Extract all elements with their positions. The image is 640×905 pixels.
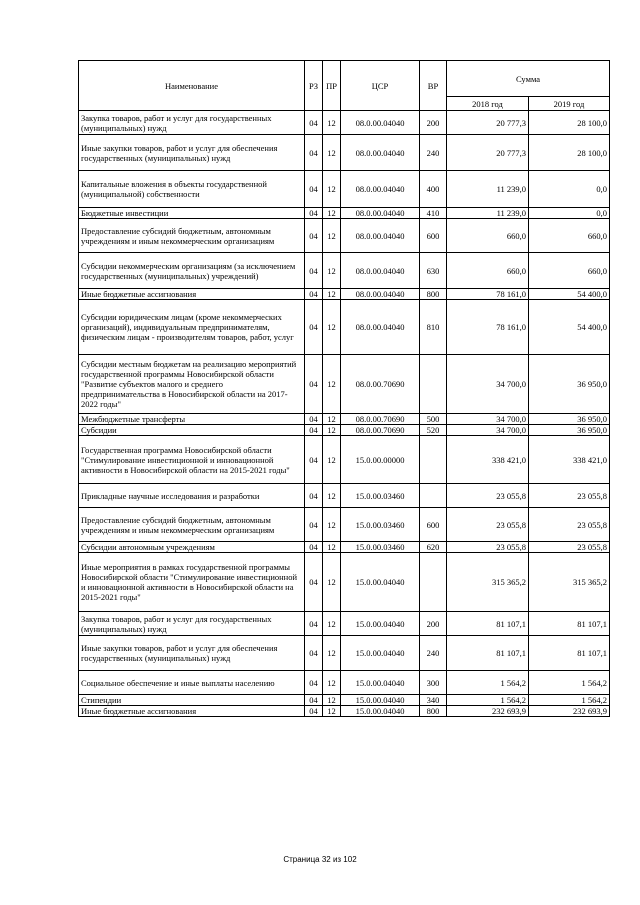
cell-name: Бюджетные инвестиции xyxy=(79,208,305,219)
cell-vr xyxy=(420,553,447,612)
cell-y2019: 28 100,0 xyxy=(529,135,610,171)
table-row xyxy=(79,253,610,289)
cell-pr: 12 xyxy=(323,484,341,508)
cell-csr: 15.0.00.04040 xyxy=(341,671,420,695)
cell-rz: 04 xyxy=(305,253,323,289)
cell-pr: 12 xyxy=(323,671,341,695)
cell-csr: 15.0.00.04040 xyxy=(341,612,420,636)
cell-rz: 04 xyxy=(305,542,323,553)
cell-vr: 400 xyxy=(420,171,447,208)
cell-rz: 04 xyxy=(305,484,323,508)
cell-y2019: 36 950,0 xyxy=(529,355,610,414)
cell-rz: 04 xyxy=(305,289,323,300)
header-csr: ЦСР xyxy=(341,61,420,111)
cell-vr xyxy=(420,436,447,484)
cell-pr: 12 xyxy=(323,508,341,542)
cell-rz: 04 xyxy=(305,355,323,414)
cell-pr: 12 xyxy=(323,425,341,436)
cell-y2018: 11 239,0 xyxy=(447,208,529,219)
cell-vr: 410 xyxy=(420,208,447,219)
cell-csr: 15.0.00.03460 xyxy=(341,484,420,508)
table-row xyxy=(79,508,610,542)
cell-pr: 12 xyxy=(323,414,341,425)
cell-vr: 800 xyxy=(420,289,447,300)
table-row xyxy=(79,208,610,219)
table-row xyxy=(79,425,610,436)
header-sum: Сумма xyxy=(447,61,610,97)
cell-rz: 04 xyxy=(305,612,323,636)
cell-pr: 12 xyxy=(323,706,341,717)
table-body xyxy=(79,111,610,717)
cell-y2019: 232 693,9 xyxy=(529,706,610,717)
cell-vr: 620 xyxy=(420,542,447,553)
cell-y2019: 23 055,8 xyxy=(529,542,610,553)
cell-csr: 08.0.00.70690 xyxy=(341,355,420,414)
cell-y2019: 0,0 xyxy=(529,171,610,208)
cell-name: Предоставление субсидий бюджетным, автономным учреждениям и иным некоммерческим организациям xyxy=(79,219,305,253)
cell-name: Стипендии xyxy=(79,695,305,706)
cell-csr: 15.0.00.04040 xyxy=(341,706,420,717)
cell-y2018: 11 239,0 xyxy=(447,171,529,208)
cell-csr: 08.0.00.04040 xyxy=(341,253,420,289)
cell-pr: 12 xyxy=(323,135,341,171)
cell-y2018: 20 777,3 xyxy=(447,135,529,171)
cell-vr: 200 xyxy=(420,111,447,135)
cell-y2019: 660,0 xyxy=(529,219,610,253)
cell-rz: 04 xyxy=(305,695,323,706)
cell-y2018: 81 107,1 xyxy=(447,636,529,671)
cell-y2019: 36 950,0 xyxy=(529,425,610,436)
header-name: Наименование xyxy=(79,61,305,111)
cell-vr: 240 xyxy=(420,636,447,671)
cell-pr: 12 xyxy=(323,253,341,289)
cell-csr: 15.0.00.00000 xyxy=(341,436,420,484)
cell-y2018: 23 055,8 xyxy=(447,508,529,542)
cell-csr: 08.0.00.04040 xyxy=(341,135,420,171)
cell-y2019: 81 107,1 xyxy=(529,612,610,636)
cell-pr: 12 xyxy=(323,111,341,135)
header-pr: ПР xyxy=(323,61,341,111)
cell-pr: 12 xyxy=(323,219,341,253)
cell-rz: 04 xyxy=(305,111,323,135)
cell-y2018: 660,0 xyxy=(447,219,529,253)
header-vr: ВР xyxy=(420,61,447,111)
cell-name: Социальное обеспечение и иные выплаты населению xyxy=(79,671,305,695)
cell-name: Субсидии местным бюджетам на реализацию мероприятий государственной программы Новосибирской области "Развитие субъектов малого и среднего предпринимательства в Новосибирской области на 2017-2022 годы" xyxy=(79,355,305,414)
cell-csr: 08.0.00.70690 xyxy=(341,414,420,425)
cell-vr: 520 xyxy=(420,425,447,436)
cell-y2018: 34 700,0 xyxy=(447,355,529,414)
table-row xyxy=(79,300,610,355)
cell-name: Субсидии некоммерческим организациям (за исключением государственных (муниципальных) учреждений) xyxy=(79,253,305,289)
cell-vr: 200 xyxy=(420,612,447,636)
table-row xyxy=(79,612,610,636)
cell-rz: 04 xyxy=(305,219,323,253)
table-row xyxy=(79,355,610,414)
cell-vr: 630 xyxy=(420,253,447,289)
table-row xyxy=(79,542,610,553)
cell-rz: 04 xyxy=(305,508,323,542)
cell-pr: 12 xyxy=(323,171,341,208)
cell-pr: 12 xyxy=(323,289,341,300)
cell-rz: 04 xyxy=(305,553,323,612)
cell-y2019: 1 564,2 xyxy=(529,695,610,706)
cell-csr: 08.0.00.04040 xyxy=(341,111,420,135)
header-year-2019: 2019 год xyxy=(529,97,610,111)
table-row xyxy=(79,219,610,253)
table-row xyxy=(79,111,610,135)
cell-y2019: 1 564,2 xyxy=(529,671,610,695)
cell-name: Прикладные научные исследования и разработки xyxy=(79,484,305,508)
table-row xyxy=(79,484,610,508)
cell-y2019: 23 055,8 xyxy=(529,508,610,542)
cell-y2018: 232 693,9 xyxy=(447,706,529,717)
cell-vr: 600 xyxy=(420,219,447,253)
cell-y2018: 23 055,8 xyxy=(447,542,529,553)
cell-rz: 04 xyxy=(305,300,323,355)
cell-y2019: 660,0 xyxy=(529,253,610,289)
cell-y2018: 78 161,0 xyxy=(447,300,529,355)
cell-csr: 08.0.00.04040 xyxy=(341,300,420,355)
cell-y2018: 338 421,0 xyxy=(447,436,529,484)
cell-y2018: 78 161,0 xyxy=(447,289,529,300)
cell-name: Субсидии автономным учреждениям xyxy=(79,542,305,553)
cell-csr: 08.0.00.04040 xyxy=(341,171,420,208)
cell-name: Иные бюджетные ассигнования xyxy=(79,706,305,717)
cell-rz: 04 xyxy=(305,425,323,436)
cell-rz: 04 xyxy=(305,706,323,717)
cell-name: Иные закупки товаров, работ и услуг для обеспечения государственных (муниципальных) нужд xyxy=(79,135,305,171)
cell-name: Субсидии юридическим лицам (кроме некоммерческих организаций), индивидуальным предпринимателям, физическим лицам - производителям товаров, работ, услуг xyxy=(79,300,305,355)
cell-rz: 04 xyxy=(305,636,323,671)
cell-name: Иные бюджетные ассигнования xyxy=(79,289,305,300)
cell-name: Иные закупки товаров, работ и услуг для обеспечения государственных (муниципальных) нужд xyxy=(79,636,305,671)
table-row xyxy=(79,289,610,300)
cell-pr: 12 xyxy=(323,612,341,636)
page-number: Страница 32 из 102 xyxy=(283,855,357,864)
cell-name: Иные мероприятия в рамках государственной программы Новосибирской области "Стимулирование инвестиционной и инновационной активности в Новосибирской области на 2015-2021 годы" xyxy=(79,553,305,612)
table-row xyxy=(79,636,610,671)
cell-name: Межбюджетные трансферты xyxy=(79,414,305,425)
cell-y2019: 23 055,8 xyxy=(529,484,610,508)
cell-y2019: 0,0 xyxy=(529,208,610,219)
table-row xyxy=(79,171,610,208)
cell-pr: 12 xyxy=(323,636,341,671)
cell-pr: 12 xyxy=(323,355,341,414)
cell-csr: 08.0.00.04040 xyxy=(341,219,420,253)
cell-vr: 500 xyxy=(420,414,447,425)
cell-name: Предоставление субсидий бюджетным, автономным учреждениям и иным некоммерческим организациям xyxy=(79,508,305,542)
table-row xyxy=(79,436,610,484)
cell-name: Государственная программа Новосибирской области "Стимулирование инвестиционной и инновационной активности в Новосибирской области на 2015-2021 годы" xyxy=(79,436,305,484)
cell-vr: 600 xyxy=(420,508,447,542)
cell-rz: 04 xyxy=(305,436,323,484)
cell-pr: 12 xyxy=(323,436,341,484)
cell-y2019: 28 100,0 xyxy=(529,111,610,135)
cell-rz: 04 xyxy=(305,208,323,219)
cell-y2018: 20 777,3 xyxy=(447,111,529,135)
cell-y2018: 315 365,2 xyxy=(447,553,529,612)
cell-vr: 240 xyxy=(420,135,447,171)
cell-vr: 810 xyxy=(420,300,447,355)
cell-vr: 300 xyxy=(420,671,447,695)
cell-y2019: 54 400,0 xyxy=(529,289,610,300)
cell-csr: 15.0.00.04040 xyxy=(341,695,420,706)
table-row xyxy=(79,671,610,695)
cell-csr: 08.0.00.04040 xyxy=(341,208,420,219)
cell-csr: 08.0.00.04040 xyxy=(341,289,420,300)
header-rz: РЗ xyxy=(305,61,323,111)
cell-pr: 12 xyxy=(323,208,341,219)
cell-csr: 15.0.00.03460 xyxy=(341,542,420,553)
cell-y2019: 54 400,0 xyxy=(529,300,610,355)
cell-y2018: 34 700,0 xyxy=(447,414,529,425)
cell-y2018: 23 055,8 xyxy=(447,484,529,508)
cell-y2018: 81 107,1 xyxy=(447,612,529,636)
cell-name: Субсидии xyxy=(79,425,305,436)
cell-vr xyxy=(420,355,447,414)
cell-y2019: 338 421,0 xyxy=(529,436,610,484)
cell-rz: 04 xyxy=(305,135,323,171)
cell-y2019: 315 365,2 xyxy=(529,553,610,612)
table-row xyxy=(79,414,610,425)
cell-rz: 04 xyxy=(305,171,323,208)
cell-y2018: 660,0 xyxy=(447,253,529,289)
cell-rz: 04 xyxy=(305,671,323,695)
cell-csr: 08.0.00.70690 xyxy=(341,425,420,436)
budget-table xyxy=(78,60,610,717)
header-year-2018: 2018 год xyxy=(447,97,529,111)
cell-y2019: 81 107,1 xyxy=(529,636,610,671)
cell-pr: 12 xyxy=(323,542,341,553)
cell-csr: 15.0.00.03460 xyxy=(341,508,420,542)
cell-pr: 12 xyxy=(323,695,341,706)
cell-pr: 12 xyxy=(323,553,341,612)
table-row xyxy=(79,695,610,706)
cell-y2019: 36 950,0 xyxy=(529,414,610,425)
cell-vr: 340 xyxy=(420,695,447,706)
cell-vr xyxy=(420,484,447,508)
cell-y2018: 1 564,2 xyxy=(447,671,529,695)
cell-csr: 15.0.00.04040 xyxy=(341,636,420,671)
table-row xyxy=(79,706,610,717)
cell-y2018: 34 700,0 xyxy=(447,425,529,436)
cell-vr: 800 xyxy=(420,706,447,717)
cell-name: Закупка товаров, работ и услуг для государственных (муниципальных) нужд xyxy=(79,111,305,135)
cell-pr: 12 xyxy=(323,300,341,355)
cell-name: Закупка товаров, работ и услуг для государственных (муниципальных) нужд xyxy=(79,612,305,636)
cell-csr: 15.0.00.04040 xyxy=(341,553,420,612)
cell-rz: 04 xyxy=(305,414,323,425)
cell-name: Капитальные вложения в объекты государственной (муниципальной) собственности xyxy=(79,171,305,208)
table-row xyxy=(79,553,610,612)
cell-y2018: 1 564,2 xyxy=(447,695,529,706)
table-row xyxy=(79,135,610,171)
